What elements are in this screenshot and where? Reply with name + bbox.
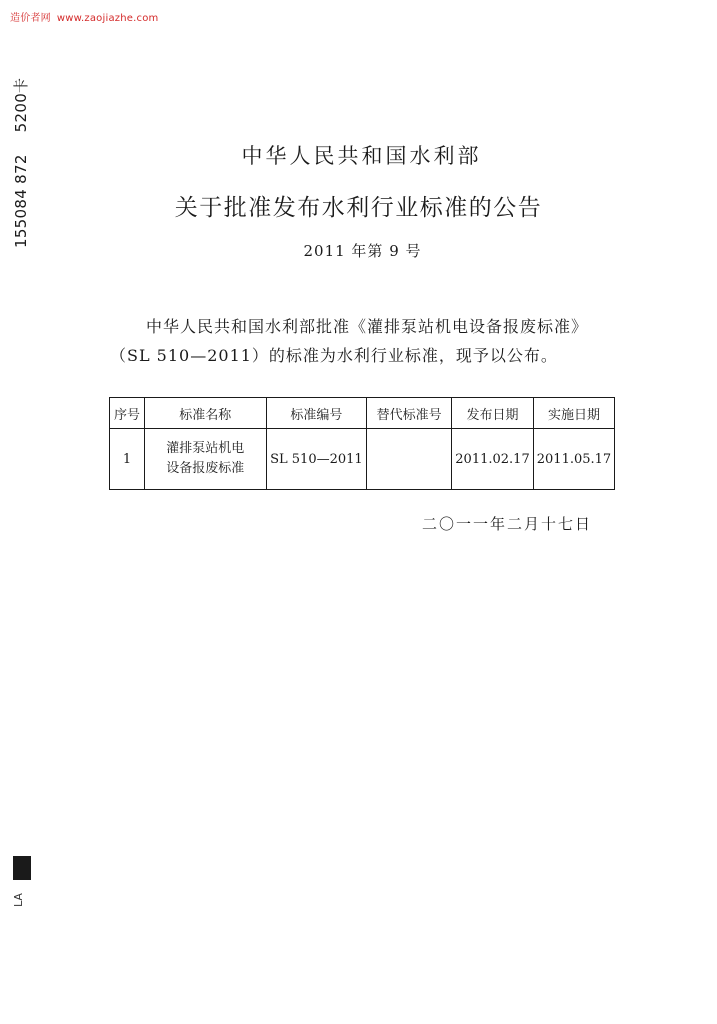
table-header-row bbox=[110, 398, 615, 429]
document-title: 关于批准发布水利行业标准的公告 bbox=[174, 195, 543, 221]
notice-number: 2011 年第 9 号 bbox=[303, 242, 422, 260]
header-no: 序号 bbox=[110, 398, 145, 429]
header-effective-date: 实施日期 bbox=[533, 398, 614, 429]
cell-name-line-2: 设备报废标准 bbox=[166, 461, 245, 476]
side-black-mark bbox=[13, 856, 31, 880]
cell-name-line-1: 灌排泵站机电 bbox=[166, 441, 245, 456]
watermark-brand: 造价者网 bbox=[10, 13, 51, 24]
header-code: 标准编号 bbox=[266, 398, 367, 429]
table-row bbox=[110, 429, 615, 490]
signature-date: 二〇一一年二月十七日 bbox=[422, 515, 593, 533]
side-price: 5200卡 bbox=[12, 77, 30, 133]
cell-no: 1 bbox=[110, 429, 145, 490]
ministry-name: 中华人民共和国水利部 bbox=[241, 144, 482, 168]
site-watermark bbox=[10, 9, 158, 24]
cell-effective-date: 2011.05.17 bbox=[533, 429, 614, 490]
cell-name bbox=[144, 429, 266, 490]
standards-table bbox=[109, 397, 615, 490]
announcement-body bbox=[110, 312, 630, 370]
header-issue-date: 发布日期 bbox=[452, 398, 534, 429]
side-isbn: 155084 872 bbox=[12, 154, 30, 248]
watermark-url: www.zaojiazhe.com bbox=[56, 13, 159, 24]
body-line-1: 中华人民共和国水利部批准《灌排泵站机电设备报废标准》 bbox=[146, 317, 589, 336]
body-line-2: （SL 510—2011）的标准为水利行业标准，现予以公布。 bbox=[110, 346, 558, 365]
header-name: 标准名称 bbox=[144, 398, 266, 429]
cell-replaces bbox=[367, 429, 452, 490]
cell-issue-date: 2011.02.17 bbox=[452, 429, 534, 490]
cell-code: SL 510—2011 bbox=[266, 429, 367, 490]
side-la-label: LA bbox=[12, 893, 25, 907]
header-replaces: 替代标准号 bbox=[367, 398, 452, 429]
